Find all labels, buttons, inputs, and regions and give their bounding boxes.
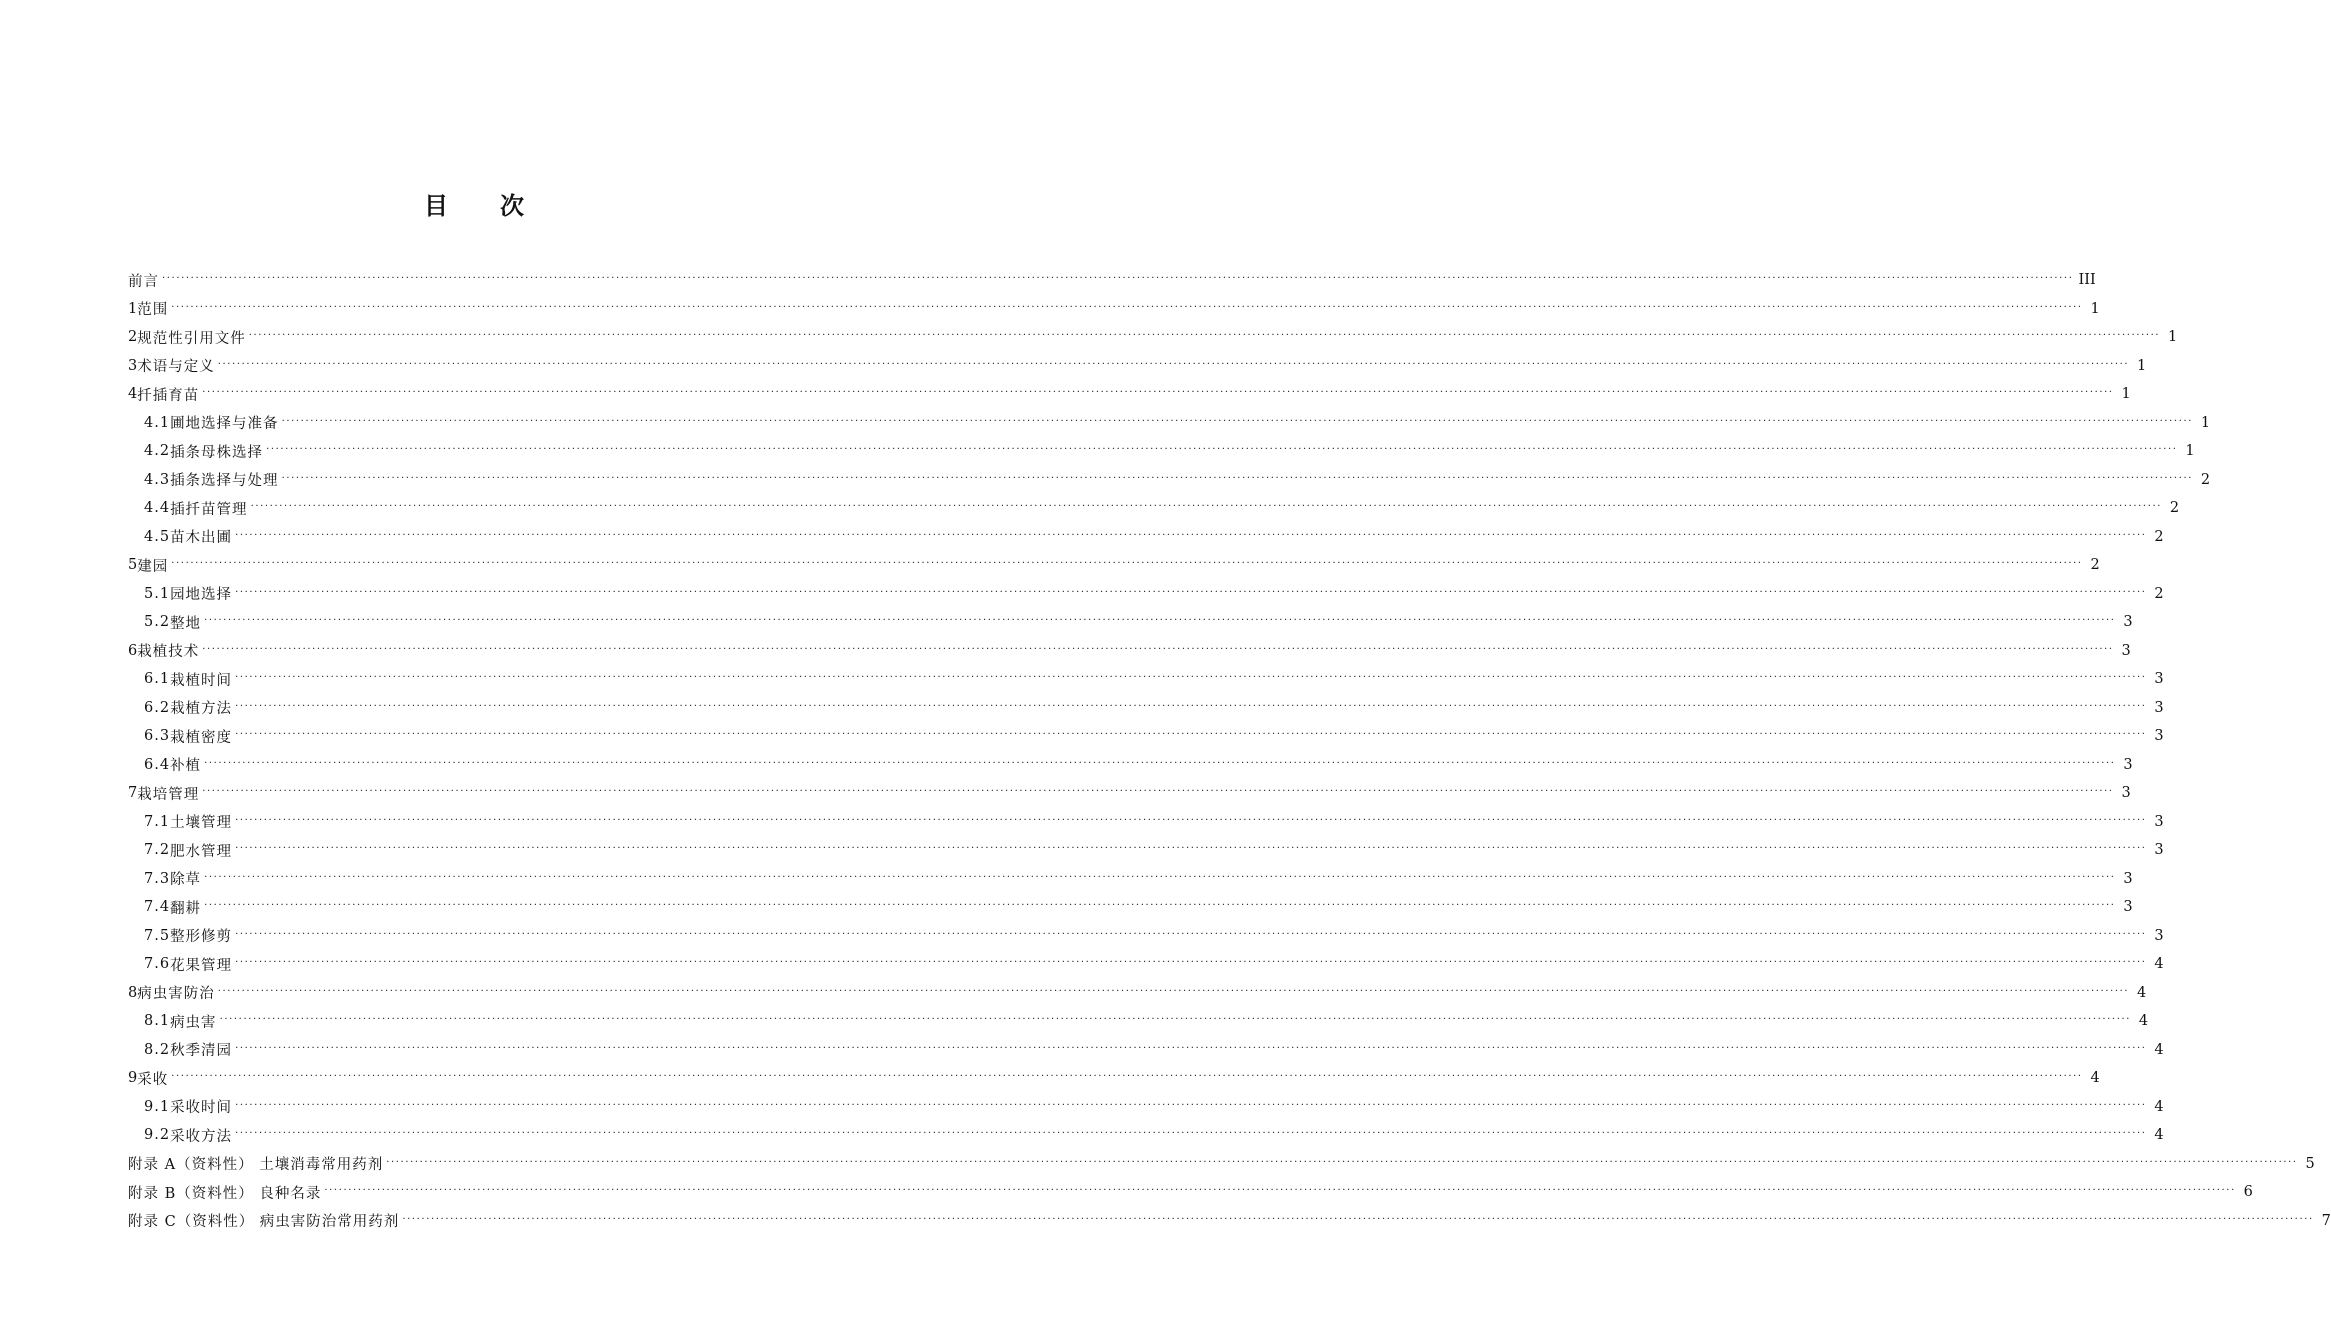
toc-entry[interactable] (128, 1007, 2149, 1036)
toc-entry-page: 1 (2090, 300, 2100, 317)
toc-entry-number: 5.1 (144, 585, 171, 602)
toc-leader-dots: ················································································································································································································································································································································································································ (402, 1213, 2314, 1225)
toc-entry-number: 7.1 (144, 813, 171, 830)
toc-entry-label: 附录 B（资料性） 良种名录 (128, 1185, 322, 1202)
toc-entry-page: III (2078, 272, 2096, 289)
toc-entry[interactable] (128, 523, 2164, 552)
toc-entry-number: 7.5 (144, 927, 171, 944)
toc-entry-number: 4.4 (144, 500, 171, 517)
toc-leader-dots: ················································································································································································································································································································································································································ (171, 1071, 2083, 1083)
toc-leader-dots: ················································································································································································································································································································································································································ (202, 387, 2114, 399)
toc-leader-dots: ················································································································································································································································································································································································································ (202, 643, 2114, 655)
toc-entry-label: 采收方法 (170, 1128, 233, 1145)
toc-entry[interactable] (128, 1207, 2331, 1236)
toc-entry-number: 4.2 (144, 443, 171, 460)
page-title (0, 186, 950, 221)
toc-entry-page: 7 (2321, 1212, 2331, 1229)
toc-entry[interactable] (128, 1093, 2164, 1122)
toc-leader-dots: ················································································································································································································································································································································································································ (204, 871, 2116, 883)
toc-entry-number: 4.3 (144, 471, 171, 488)
toc-entry-page: 2 (2200, 471, 2211, 488)
toc-entry-label: 附录 A（资料性） 土壤消毒常用药剂 (128, 1157, 384, 1174)
toc-entry[interactable] (128, 551, 2100, 580)
toc-entry-page: 1 (2136, 357, 2147, 374)
toc-entry[interactable] (128, 323, 2178, 352)
toc-entry[interactable] (128, 494, 2180, 523)
toc-entry-page: 3 (2123, 899, 2133, 916)
toc-leader-dots: ················································································································································································································································································································································································································ (162, 273, 2074, 285)
toc-entry[interactable] (128, 1064, 2100, 1093)
toc-entry[interactable] (128, 694, 2164, 723)
toc-entry-label: 附录 C（资料性） 病虫害防治常用药剂 (128, 1214, 400, 1231)
toc-leader-dots: ················································································································································································································································································································································································································ (235, 843, 2147, 855)
toc-entry-number: 7 (128, 785, 138, 802)
toc-entry-page: 4 (2138, 1013, 2149, 1030)
toc-entry-page: 4 (2136, 984, 2147, 1001)
toc-entry-page: 3 (2123, 870, 2133, 887)
toc-entry[interactable] (128, 979, 2147, 1008)
toc-entry-label: 病虫害 (170, 1014, 217, 1031)
toc-leader-dots: ················································································································································································································································································································································································································ (324, 1185, 2236, 1197)
toc-entry-number: 7.6 (144, 956, 171, 973)
toc-leader-dots: ················································································································································································································································································································································································································ (219, 1014, 2132, 1026)
toc-entry[interactable] (128, 950, 2164, 979)
toc-entry-label: 栽植时间 (170, 672, 233, 689)
toc-entry-label: 苗木出圃 (170, 530, 233, 547)
toc-leader-dots: ················································································································································································································································································································································································································ (248, 330, 2161, 342)
toc-entry-page: 2 (2169, 500, 2180, 517)
toc-leader-dots: ················································································································································································································································································································································································································ (235, 700, 2147, 712)
toc-entry-page: 4 (2154, 1098, 2164, 1115)
toc-entry[interactable] (128, 637, 2131, 666)
toc-entry-label: 整形修剪 (170, 929, 233, 946)
toc-entry[interactable] (128, 466, 2211, 495)
toc-entry-label: 园地选择 (170, 587, 233, 604)
toc-entry[interactable] (128, 865, 2133, 894)
toc-leader-dots: ················································································································································································································································································································································································································ (266, 444, 2178, 456)
toc-leader-dots: ················································································································································································································································································································································································································ (250, 501, 2163, 513)
toc-entry-number: 5.2 (144, 614, 171, 631)
toc-entry[interactable] (128, 836, 2164, 865)
toc-entry-page: 4 (2090, 1070, 2100, 1087)
toc-entry[interactable] (128, 608, 2133, 637)
toc-entry-label: 规范性引用文件 (137, 330, 246, 347)
toc-leader-dots: ················································································································································································································································································································································································································ (235, 586, 2147, 598)
toc-entry-label: 前言 (128, 273, 159, 290)
toc-entry-number: 4 (128, 386, 138, 403)
toc-entry[interactable] (128, 352, 2147, 381)
toc-entry-label: 栽植方法 (170, 701, 233, 718)
toc-entry-page: 1 (2121, 386, 2131, 403)
toc-leader-dots: ················································································································································································································································································································································································································ (235, 1128, 2147, 1140)
toc-entry-label: 采收 (137, 1071, 169, 1088)
toc-entry-label: 扦插育苗 (137, 387, 200, 404)
toc-entry-page: 3 (2154, 813, 2164, 830)
toc-leader-dots: ················································································································································································································································································································································································································ (281, 415, 2194, 427)
toc-entry-label: 栽培管理 (137, 786, 200, 803)
toc-leader-dots: ················································································································································································································································································································································································································ (202, 786, 2114, 798)
toc-entry[interactable] (128, 1150, 2315, 1179)
toc-leader-dots: ················································································································································································································································································································································································································ (386, 1156, 2298, 1168)
toc-entry[interactable] (128, 380, 2131, 409)
toc-entry-number: 8 (128, 984, 138, 1001)
toc-entry-page: 3 (2123, 614, 2133, 631)
toc-entry-page: 3 (2154, 927, 2164, 944)
toc-entry-label: 范围 (137, 302, 169, 319)
toc-entry-page: 3 (2154, 728, 2164, 745)
toc-entry[interactable] (128, 409, 2211, 438)
toc-entry[interactable] (128, 580, 2164, 609)
toc-entry-number: 9.2 (144, 1127, 171, 1144)
toc-entry-number: 4.5 (144, 528, 171, 545)
toc-entry-page: 3 (2154, 671, 2164, 688)
toc-leader-dots: ················································································································································································································································································································································································································ (171, 301, 2083, 313)
toc-entry-label: 术语与定义 (137, 359, 215, 376)
toc-leader-dots: ················································································································································································································································································································································································································ (235, 814, 2147, 826)
toc-entry-page: 4 (2154, 1041, 2164, 1058)
toc-leader-dots: ················································································································································································································································································································································································································ (235, 928, 2147, 940)
toc-entry-page: 2 (2154, 585, 2164, 602)
toc-entry-label: 建园 (137, 558, 169, 575)
toc-entry-label: 除草 (170, 872, 202, 889)
toc-entry-number: 6.1 (144, 671, 171, 688)
toc-leader-dots: ················································································································································································································································································································································································································ (204, 757, 2116, 769)
toc-entry-label: 圃地选择与准备 (170, 416, 279, 433)
toc-entry-page: 3 (2121, 642, 2131, 659)
toc-entry[interactable] (128, 808, 2164, 837)
table-of-contents (128, 266, 2331, 1235)
toc-entry-number: 6.3 (144, 728, 171, 745)
title-char-2: 次 (500, 192, 526, 220)
toc-entry[interactable] (128, 1178, 2253, 1207)
toc-leader-dots: ················································································································································································································································································································································································································ (235, 729, 2147, 741)
toc-entry[interactable] (128, 751, 2133, 780)
toc-entry-label: 插条母株选择 (170, 444, 264, 461)
toc-entry[interactable] (128, 266, 2096, 295)
toc-entry-label: 秋季清园 (170, 1043, 233, 1060)
toc-entry-number: 9.1 (144, 1098, 171, 1115)
toc-entry-number: 8.1 (144, 1013, 171, 1030)
toc-entry-page: 3 (2154, 699, 2164, 716)
toc-entry[interactable] (128, 665, 2164, 694)
toc-entry-page: 6 (2243, 1184, 2253, 1201)
toc-entry-label: 土壤管理 (170, 815, 233, 832)
toc-entry-number: 4.1 (144, 414, 171, 431)
toc-entry-page: 2 (2090, 557, 2100, 574)
toc-entry-number: 3 (128, 357, 138, 374)
toc-entry-number: 6.2 (144, 699, 171, 716)
title-char-1: 目 (424, 192, 450, 220)
toc-entry-number: 6.4 (144, 756, 171, 773)
toc-entry-number: 9 (128, 1070, 138, 1087)
toc-entry-label: 栽植技术 (137, 644, 200, 661)
toc-entry-page: 1 (2185, 443, 2195, 460)
toc-entry-page: 4 (2154, 956, 2164, 973)
toc-entry-label: 栽植密度 (170, 729, 233, 746)
toc-entry-page: 1 (2200, 414, 2211, 431)
toc-entry-label: 采收时间 (170, 1100, 233, 1117)
toc-entry-label: 整地 (170, 615, 202, 632)
toc-entry-number: 1 (128, 300, 138, 317)
toc-entry-label: 肥水管理 (170, 843, 233, 860)
toc-entry-label: 翻耕 (170, 900, 202, 917)
toc-leader-dots: ················································································································································································································································································································································································································ (235, 672, 2147, 684)
toc-entry[interactable] (128, 893, 2133, 922)
toc-entry[interactable] (128, 437, 2195, 466)
toc-entry-page: 5 (2305, 1155, 2315, 1172)
toc-entry-number: 8.2 (144, 1041, 171, 1058)
toc-entry[interactable] (128, 1121, 2164, 1150)
toc-entry[interactable] (128, 922, 2164, 951)
toc-leader-dots: ················································································································································································································································································································································································································ (217, 985, 2130, 997)
toc-entry-number: 7.2 (144, 842, 171, 859)
toc-entry-page: 2 (2154, 528, 2164, 545)
toc-entry-page: 3 (2121, 785, 2131, 802)
toc-entry-label: 花果管理 (170, 957, 233, 974)
toc-entry-page: 4 (2154, 1127, 2164, 1144)
toc-leader-dots: ················································································································································································································································································································································································································ (217, 358, 2130, 370)
toc-entry[interactable] (128, 1036, 2164, 1065)
toc-entry-label: 插扦苗管理 (170, 501, 248, 518)
toc-leader-dots: ················································································································································································································································································································································································································ (281, 472, 2194, 484)
toc-entry[interactable] (128, 779, 2131, 808)
toc-leader-dots: ················································································································································································································································································································································································································ (235, 529, 2147, 541)
toc-entry[interactable] (128, 295, 2100, 324)
toc-entry[interactable] (128, 722, 2164, 751)
toc-leader-dots: ················································································································································································································································································································································································································ (204, 900, 2116, 912)
toc-leader-dots: ················································································································································································································································································································································································································ (235, 957, 2147, 969)
toc-leader-dots: ················································································································································································································································································································································································································ (235, 1099, 2147, 1111)
toc-entry-page: 3 (2123, 756, 2133, 773)
toc-entry-page: 1 (2167, 329, 2178, 346)
toc-entry-number: 5 (128, 557, 138, 574)
toc-leader-dots: ················································································································································································································································································································································································································ (235, 1042, 2147, 1054)
toc-leader-dots: ················································································································································································································································································································································································································ (204, 615, 2116, 627)
toc-entry-label: 补植 (170, 758, 202, 775)
toc-entry-number: 7.3 (144, 870, 171, 887)
toc-entry-page: 3 (2154, 842, 2164, 859)
toc-entry-number: 7.4 (144, 899, 171, 916)
toc-leader-dots: ················································································································································································································································································································································································································ (171, 558, 2083, 570)
toc-entry-label: 病虫害防治 (137, 986, 215, 1003)
toc-entry-label: 插条选择与处理 (170, 473, 279, 490)
toc-entry-number: 6 (128, 642, 138, 659)
toc-entry-number: 2 (128, 329, 138, 346)
